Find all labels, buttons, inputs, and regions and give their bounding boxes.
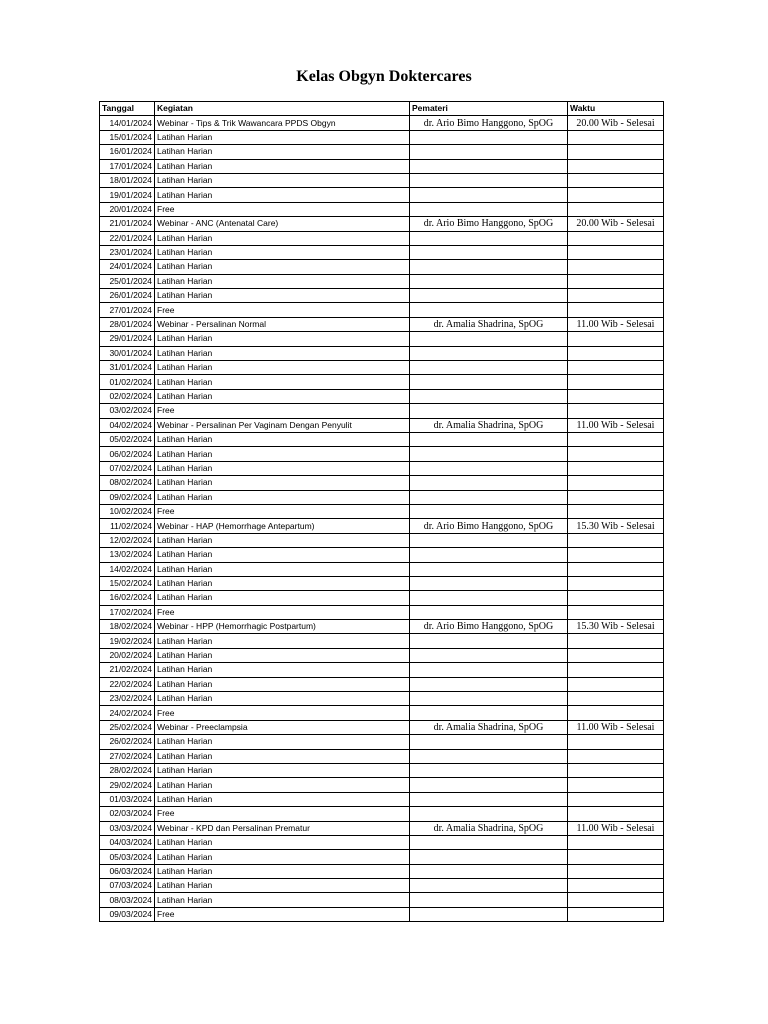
table-row [100, 461, 664, 475]
table-row [100, 274, 664, 288]
table-row [100, 634, 664, 648]
cell-speaker [410, 864, 568, 878]
cell-date: 21/01/2024 [100, 217, 155, 231]
cell-activity: Latihan Harian [155, 850, 410, 864]
table-row [100, 476, 664, 490]
cell-speaker [410, 476, 568, 490]
cell-date: 01/03/2024 [100, 792, 155, 806]
cell-time [568, 548, 664, 562]
table-row [100, 533, 664, 547]
cell-time [568, 159, 664, 173]
table-row [100, 605, 664, 619]
cell-speaker [410, 835, 568, 849]
cell-date: 17/02/2024 [100, 605, 155, 619]
cell-date: 23/01/2024 [100, 245, 155, 259]
cell-speaker [410, 879, 568, 893]
cell-activity: Latihan Harian [155, 188, 410, 202]
cell-activity: Free [155, 807, 410, 821]
cell-time [568, 648, 664, 662]
table-row [100, 850, 664, 864]
cell-speaker [410, 706, 568, 720]
page-title: Kelas Obgyn Doktercares [296, 68, 472, 85]
cell-date: 19/01/2024 [100, 188, 155, 202]
cell-speaker [410, 548, 568, 562]
cell-speaker [410, 188, 568, 202]
cell-activity: Latihan Harian [155, 835, 410, 849]
cell-date: 16/02/2024 [100, 591, 155, 605]
table-row [100, 835, 664, 849]
cell-time [568, 835, 664, 849]
cell-date: 15/02/2024 [100, 576, 155, 590]
cell-activity: Latihan Harian [155, 778, 410, 792]
cell-time [568, 864, 664, 878]
table-row [100, 591, 664, 605]
cell-date: 07/03/2024 [100, 879, 155, 893]
cell-speaker [410, 245, 568, 259]
cell-time [568, 461, 664, 475]
cell-activity: Latihan Harian [155, 735, 410, 749]
cell-date: 01/02/2024 [100, 375, 155, 389]
table-row [100, 404, 664, 418]
cell-speaker [410, 634, 568, 648]
table-row [100, 792, 664, 806]
cell-speaker [410, 576, 568, 590]
cell-speaker [410, 677, 568, 691]
table-row [100, 303, 664, 317]
cell-date: 11/02/2024 [100, 519, 155, 533]
cell-speaker [410, 432, 568, 446]
table-row [100, 375, 664, 389]
table-row [100, 620, 664, 634]
cell-date: 02/02/2024 [100, 389, 155, 403]
cell-time [568, 562, 664, 576]
cell-date: 31/01/2024 [100, 361, 155, 375]
cell-speaker: dr. Ario Bimo Hanggono, SpOG [410, 519, 568, 533]
cell-date: 25/02/2024 [100, 720, 155, 734]
cell-date: 18/01/2024 [100, 173, 155, 187]
cell-activity: Free [155, 907, 410, 921]
cell-date: 03/03/2024 [100, 821, 155, 835]
cell-time: 11.00 Wib - Selesai [568, 720, 664, 734]
header-pemateri: Pemateri [410, 102, 568, 116]
table-row [100, 130, 664, 144]
cell-time [568, 504, 664, 518]
cell-time [568, 792, 664, 806]
cell-speaker: dr. Ario Bimo Hanggono, SpOG [410, 116, 568, 130]
cell-speaker [410, 145, 568, 159]
cell-date: 04/03/2024 [100, 835, 155, 849]
table-row [100, 159, 664, 173]
cell-activity: Latihan Harian [155, 576, 410, 590]
table-row [100, 346, 664, 360]
cell-date: 25/01/2024 [100, 274, 155, 288]
cell-speaker [410, 289, 568, 303]
header-kegiatan: Kegiatan [155, 102, 410, 116]
cell-activity: Latihan Harian [155, 145, 410, 159]
table-row [100, 317, 664, 331]
cell-date: 08/03/2024 [100, 893, 155, 907]
cell-date: 15/01/2024 [100, 130, 155, 144]
cell-speaker [410, 461, 568, 475]
table-row [100, 648, 664, 662]
cell-activity: Free [155, 706, 410, 720]
cell-time [568, 663, 664, 677]
cell-speaker [410, 533, 568, 547]
cell-date: 23/02/2024 [100, 692, 155, 706]
table-row [100, 706, 664, 720]
cell-activity: Webinar - HAP (Hemorrhage Antepartum) [155, 519, 410, 533]
table-row [100, 692, 664, 706]
cell-date: 30/01/2024 [100, 346, 155, 360]
cell-activity: Free [155, 504, 410, 518]
cell-time [568, 202, 664, 216]
cell-speaker [410, 605, 568, 619]
cell-date: 22/02/2024 [100, 677, 155, 691]
cell-time [568, 735, 664, 749]
table-row [100, 245, 664, 259]
cell-speaker [410, 303, 568, 317]
table-row [100, 504, 664, 518]
table-row [100, 576, 664, 590]
cell-activity: Latihan Harian [155, 562, 410, 576]
cell-speaker [410, 490, 568, 504]
cell-date: 03/02/2024 [100, 404, 155, 418]
cell-time [568, 533, 664, 547]
cell-date: 20/02/2024 [100, 648, 155, 662]
table-row [100, 447, 664, 461]
table-row [100, 289, 664, 303]
cell-time [568, 130, 664, 144]
cell-speaker [410, 504, 568, 518]
table-row [100, 663, 664, 677]
cell-time [568, 332, 664, 346]
table-row [100, 519, 664, 533]
cell-activity: Latihan Harian [155, 648, 410, 662]
table-row [100, 749, 664, 763]
cell-activity: Webinar - HPP (Hemorrhagic Postpartum) [155, 620, 410, 634]
cell-activity: Free [155, 202, 410, 216]
cell-time [568, 245, 664, 259]
cell-date: 19/02/2024 [100, 634, 155, 648]
cell-speaker [410, 648, 568, 662]
cell-date: 08/02/2024 [100, 476, 155, 490]
header-tanggal: Tanggal [100, 102, 155, 116]
cell-date: 27/01/2024 [100, 303, 155, 317]
cell-speaker [410, 404, 568, 418]
cell-activity: Latihan Harian [155, 792, 410, 806]
cell-activity: Latihan Harian [155, 591, 410, 605]
table-row [100, 418, 664, 432]
table-row [100, 677, 664, 691]
cell-time: 11.00 Wib - Selesai [568, 418, 664, 432]
cell-date: 07/02/2024 [100, 461, 155, 475]
cell-time [568, 188, 664, 202]
table-row [100, 548, 664, 562]
cell-date: 05/03/2024 [100, 850, 155, 864]
cell-time [568, 173, 664, 187]
cell-date: 10/02/2024 [100, 504, 155, 518]
table-row [100, 116, 664, 130]
cell-activity: Latihan Harian [155, 548, 410, 562]
table-row [100, 389, 664, 403]
cell-speaker [410, 850, 568, 864]
table-row [100, 332, 664, 346]
cell-activity: Latihan Harian [155, 677, 410, 691]
cell-speaker [410, 231, 568, 245]
cell-date: 18/02/2024 [100, 620, 155, 634]
cell-time [568, 677, 664, 691]
cell-speaker [410, 562, 568, 576]
cell-date: 14/01/2024 [100, 116, 155, 130]
cell-activity: Latihan Harian [155, 159, 410, 173]
cell-speaker [410, 893, 568, 907]
table-row [100, 735, 664, 749]
cell-date: 24/02/2024 [100, 706, 155, 720]
cell-date: 06/03/2024 [100, 864, 155, 878]
cell-time [568, 490, 664, 504]
cell-speaker [410, 173, 568, 187]
cell-activity: Latihan Harian [155, 476, 410, 490]
cell-speaker [410, 807, 568, 821]
cell-date: 21/02/2024 [100, 663, 155, 677]
cell-activity: Latihan Harian [155, 332, 410, 346]
cell-time [568, 605, 664, 619]
cell-time [568, 375, 664, 389]
cell-time [568, 447, 664, 461]
cell-time [568, 706, 664, 720]
cell-time: 11.00 Wib - Selesai [568, 821, 664, 835]
cell-activity: Latihan Harian [155, 260, 410, 274]
table-row [100, 202, 664, 216]
header-waktu: Waktu [568, 102, 664, 116]
cell-activity: Webinar - ANC (Antenatal Care) [155, 217, 410, 231]
cell-activity: Latihan Harian [155, 533, 410, 547]
cell-time [568, 850, 664, 864]
cell-activity: Latihan Harian [155, 490, 410, 504]
table-row [100, 907, 664, 921]
table-row [100, 807, 664, 821]
cell-time [568, 274, 664, 288]
cell-speaker [410, 260, 568, 274]
cell-date: 09/02/2024 [100, 490, 155, 504]
cell-date: 16/01/2024 [100, 145, 155, 159]
cell-date: 22/01/2024 [100, 231, 155, 245]
table-row [100, 720, 664, 734]
cell-time: 15.30 Wib - Selesai [568, 519, 664, 533]
cell-date: 29/01/2024 [100, 332, 155, 346]
cell-activity: Latihan Harian [155, 389, 410, 403]
cell-date: 26/01/2024 [100, 289, 155, 303]
cell-speaker [410, 361, 568, 375]
cell-time [568, 361, 664, 375]
cell-time [568, 432, 664, 446]
cell-speaker [410, 375, 568, 389]
cell-activity: Latihan Harian [155, 346, 410, 360]
cell-speaker: dr. Amalia Shadrina, SpOG [410, 821, 568, 835]
cell-time [568, 346, 664, 360]
cell-speaker [410, 907, 568, 921]
header-row [100, 102, 664, 116]
cell-speaker [410, 202, 568, 216]
table-row [100, 821, 664, 835]
cell-activity: Latihan Harian [155, 289, 410, 303]
cell-time [568, 145, 664, 159]
cell-activity: Latihan Harian [155, 864, 410, 878]
cell-speaker [410, 778, 568, 792]
cell-speaker [410, 332, 568, 346]
cell-activity: Latihan Harian [155, 231, 410, 245]
cell-activity: Free [155, 303, 410, 317]
cell-speaker [410, 692, 568, 706]
cell-date: 20/01/2024 [100, 202, 155, 216]
cell-activity: Latihan Harian [155, 461, 410, 475]
cell-date: 27/02/2024 [100, 749, 155, 763]
cell-activity: Latihan Harian [155, 763, 410, 777]
cell-time [568, 778, 664, 792]
cell-speaker [410, 763, 568, 777]
cell-activity: Latihan Harian [155, 663, 410, 677]
cell-activity: Latihan Harian [155, 375, 410, 389]
cell-time [568, 807, 664, 821]
cell-time [568, 763, 664, 777]
cell-time [568, 692, 664, 706]
cell-speaker: dr. Amalia Shadrina, SpOG [410, 720, 568, 734]
cell-time [568, 749, 664, 763]
cell-date: 05/02/2024 [100, 432, 155, 446]
cell-speaker: dr. Amalia Shadrina, SpOG [410, 317, 568, 331]
cell-date: 06/02/2024 [100, 447, 155, 461]
cell-time [568, 907, 664, 921]
cell-date: 24/01/2024 [100, 260, 155, 274]
table-row [100, 490, 664, 504]
cell-activity: Latihan Harian [155, 274, 410, 288]
cell-time: 20.00 Wib - Selesai [568, 116, 664, 130]
table-row [100, 562, 664, 576]
cell-time [568, 389, 664, 403]
cell-speaker [410, 159, 568, 173]
table-row [100, 778, 664, 792]
cell-time [568, 404, 664, 418]
table-row [100, 231, 664, 245]
cell-activity: Webinar - Persalinan Normal [155, 317, 410, 331]
cell-date: 29/02/2024 [100, 778, 155, 792]
cell-speaker: dr. Ario Bimo Hanggono, SpOG [410, 217, 568, 231]
cell-activity: Latihan Harian [155, 879, 410, 893]
cell-speaker [410, 735, 568, 749]
cell-date: 02/03/2024 [100, 807, 155, 821]
cell-date: 13/02/2024 [100, 548, 155, 562]
cell-activity: Latihan Harian [155, 173, 410, 187]
cell-activity: Latihan Harian [155, 432, 410, 446]
cell-speaker [410, 130, 568, 144]
schedule-body [100, 116, 664, 922]
cell-time [568, 879, 664, 893]
cell-date: 12/02/2024 [100, 533, 155, 547]
cell-activity: Latihan Harian [155, 749, 410, 763]
cell-date: 09/03/2024 [100, 907, 155, 921]
cell-speaker [410, 749, 568, 763]
table-row [100, 145, 664, 159]
cell-speaker: dr. Amalia Shadrina, SpOG [410, 418, 568, 432]
cell-time [568, 476, 664, 490]
cell-speaker [410, 346, 568, 360]
cell-time [568, 260, 664, 274]
cell-speaker [410, 591, 568, 605]
table-row [100, 864, 664, 878]
cell-speaker: dr. Ario Bimo Hanggono, SpOG [410, 620, 568, 634]
cell-time [568, 289, 664, 303]
cell-activity: Latihan Harian [155, 692, 410, 706]
cell-date: 28/02/2024 [100, 763, 155, 777]
cell-activity: Latihan Harian [155, 130, 410, 144]
cell-activity: Webinar - Persalinan Per Vaginam Dengan Penyulit [155, 418, 410, 432]
cell-speaker [410, 389, 568, 403]
cell-time [568, 634, 664, 648]
table-row [100, 432, 664, 446]
cell-speaker [410, 447, 568, 461]
cell-activity: Free [155, 605, 410, 619]
cell-speaker [410, 792, 568, 806]
cell-date: 04/02/2024 [100, 418, 155, 432]
schedule-table [99, 101, 664, 922]
cell-activity: Free [155, 404, 410, 418]
cell-time: 20.00 Wib - Selesai [568, 217, 664, 231]
cell-speaker [410, 274, 568, 288]
cell-activity: Latihan Harian [155, 245, 410, 259]
table-row [100, 763, 664, 777]
table-row [100, 173, 664, 187]
table-row [100, 361, 664, 375]
cell-time: 11.00 Wib - Selesai [568, 317, 664, 331]
cell-time [568, 576, 664, 590]
cell-date: 17/01/2024 [100, 159, 155, 173]
table-row [100, 217, 664, 231]
cell-activity: Latihan Harian [155, 361, 410, 375]
table-row [100, 188, 664, 202]
cell-activity: Webinar - Tips & Trik Wawancara PPDS Obgyn [155, 116, 410, 130]
cell-time [568, 303, 664, 317]
table-row [100, 260, 664, 274]
table-row [100, 879, 664, 893]
cell-activity: Webinar - Preeclampsia [155, 720, 410, 734]
cell-date: 28/01/2024 [100, 317, 155, 331]
cell-speaker [410, 663, 568, 677]
cell-activity: Latihan Harian [155, 893, 410, 907]
cell-time [568, 591, 664, 605]
cell-activity: Latihan Harian [155, 447, 410, 461]
cell-time [568, 231, 664, 245]
table-row [100, 893, 664, 907]
cell-time: 15.30 Wib - Selesai [568, 620, 664, 634]
cell-activity: Webinar - KPD dan Persalinan Prematur [155, 821, 410, 835]
cell-date: 14/02/2024 [100, 562, 155, 576]
cell-activity: Latihan Harian [155, 634, 410, 648]
cell-date: 26/02/2024 [100, 735, 155, 749]
cell-time [568, 893, 664, 907]
